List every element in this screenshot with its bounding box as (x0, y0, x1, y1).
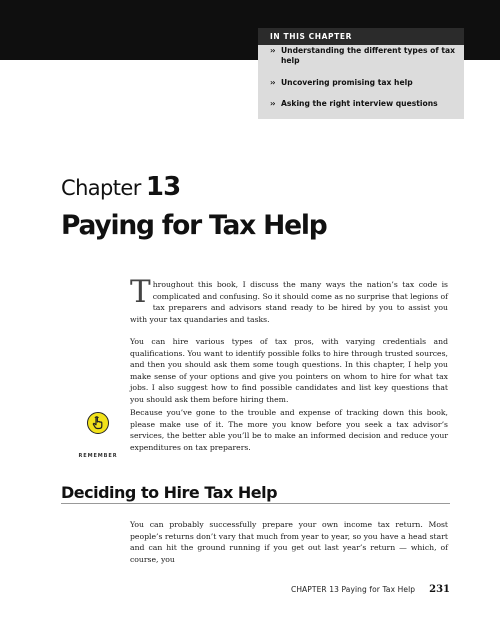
intro-paragraph-text: hroughout this book, I discuss the many ways the nation’s tax code is complicated and confusing. So it should come as no surprise that legions of tax preparers and advisors stand ready to be hired by you to assist you with your tax quandaries and tasks. (130, 280, 448, 324)
double-chevron-icon: ›› (270, 46, 275, 55)
chapter-number: 13 (145, 172, 181, 202)
double-chevron-icon: ›› (270, 99, 275, 108)
section-heading: Deciding to Hire Tax Help (61, 483, 278, 502)
drop-cap: T (130, 274, 151, 310)
chapter-title: Paying for Tax Help (61, 210, 327, 241)
chapter-box-item: ›› Uncovering promising tax help (270, 78, 413, 87)
double-chevron-icon: ›› (270, 78, 275, 87)
chapter-word: Chapter (61, 176, 141, 200)
remember-label: REMEMBER (78, 453, 118, 459)
section-rule (61, 503, 450, 504)
chapter-box-item: ›› Understanding the different types of tax help (270, 46, 455, 65)
page-footer (291, 584, 450, 595)
in-this-chapter-header: IN THIS CHAPTER (258, 28, 464, 45)
finger-tap-icon (87, 412, 109, 434)
running-head: CHAPTER 13 Paying for Tax Help (290, 585, 416, 594)
in-this-chapter-box (258, 28, 464, 119)
intro-paragraph (130, 274, 448, 325)
chapter-label (61, 172, 180, 202)
remember-paragraph: Because you’ve gone to the trouble and expense of tracking down this book, please make use of it. The more you know before you seek a tax advisor’s services, the better able you’ll be to make an informed decision and reduce your expenditures on tax preparers. (130, 408, 448, 452)
body-paragraph: You can probably successfully prepare your own income tax return. Most people’s returns don’t vary that much from year to year, so you have a head start and can hit the ground running if you get out last year’s return — which, of course, you (130, 520, 448, 564)
page-number: 231 (429, 584, 450, 595)
body-paragraph: You can hire various types of tax pros, with varying credentials and qualifications. You want to identify possible folks to hire through trusted sources, and then you should ask them some tough questions. In this chapter, I help you make sense of your options and give you pointers on whom to hire for what tax jobs. I also suggest how to find possible candidates and list key questions that you should ask them before hiring them. (130, 337, 448, 404)
chapter-box-item: ›› Asking the right interview questions (270, 99, 438, 108)
